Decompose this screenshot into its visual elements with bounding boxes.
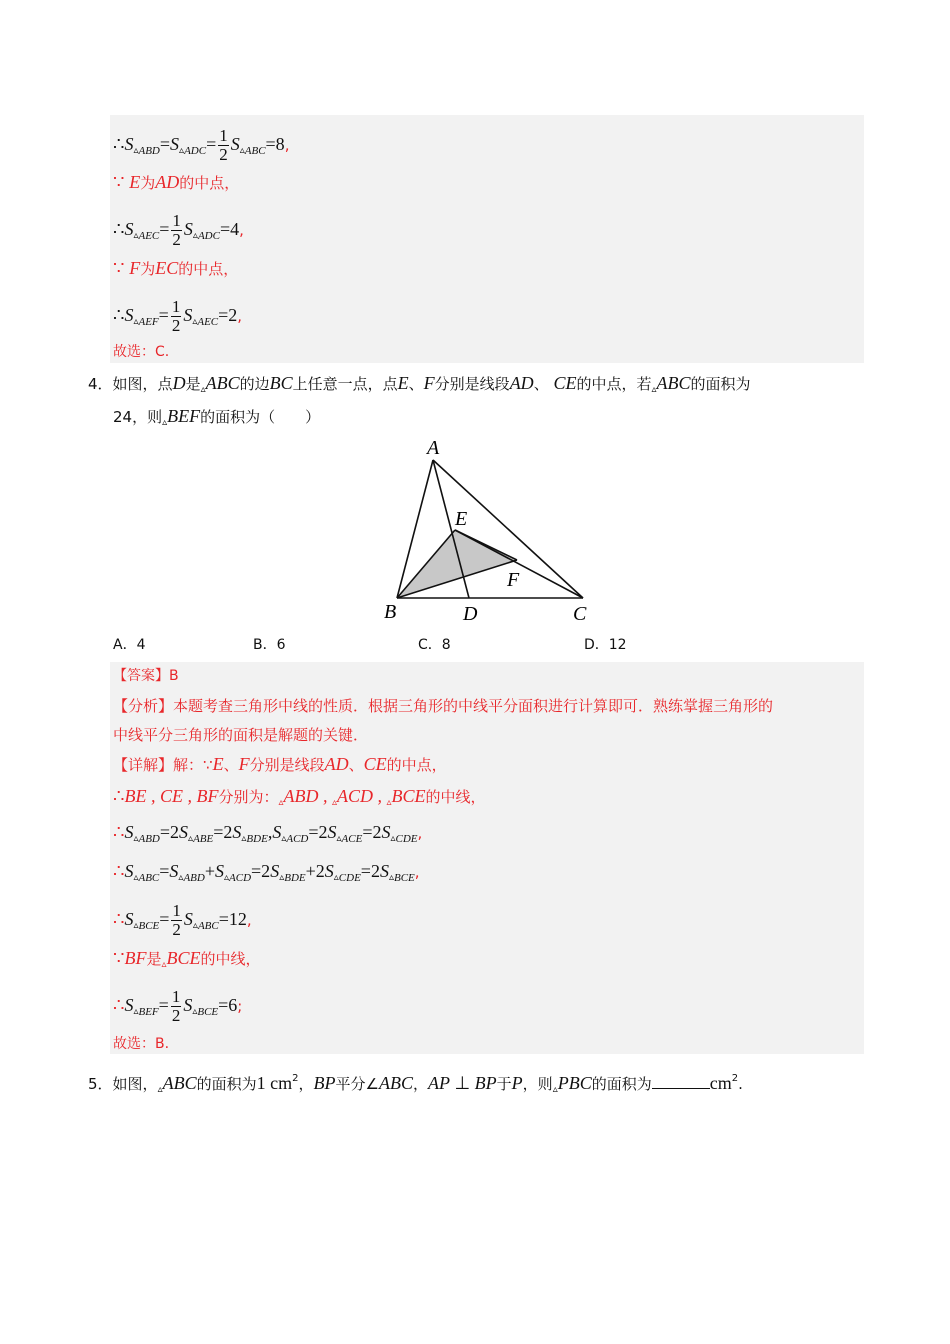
q4-detail-line-1: 【详解】解：∵E、F分别是线段AD、CE的中点， <box>113 754 447 774</box>
q4-detail-line-3: $\therefore S_{▵ABD}=2S_{▵ABE}=2S_{▵BDE},S_{▵ACD}=2S_{▵ACE}=2S_{▵CDE}$, <box>113 822 423 845</box>
label-f: F <box>507 569 520 591</box>
prev-solution-line-1: $\therefore S_{▵ABD}=S_{▵ADC}=$ $\frac{1}{2}$ $S_{▵ABC}=8$, <box>113 126 290 164</box>
prev-solution-line-4: ∵ F为EC的中点， <box>113 258 239 278</box>
label-c: C <box>573 603 587 625</box>
prev-solution-choice: 故选：C. <box>113 344 170 360</box>
option-a[interactable]: A．4 <box>113 637 146 653</box>
label-b: B <box>384 601 397 623</box>
q4-detail-line-6: ∵BF是$_▵$BCE的中线， <box>113 948 261 970</box>
q4-analysis-line-2: 中线平分三角形的面积是解题的关键． <box>113 726 369 744</box>
q4-text-line-1: 4．如图，点D是$_▵$ABC的边BC上任意一点，点E、F分别是线段AD、 CE的中点，若$_▵$ABC的面积为 <box>88 373 751 395</box>
triangle-figure <box>375 436 615 626</box>
prev-solution-line-5: $\therefore S_{▵AEF}=$ $\frac{1}{2}$ $S_{▵AEC}=2$, <box>113 297 243 335</box>
q4-choice: 故选：B. <box>113 1036 170 1052</box>
q4-answer: 【答案】B <box>113 668 179 684</box>
label-e: E <box>455 508 468 530</box>
label-d: D <box>463 603 478 625</box>
q4-text-line-2: 24，则$_▵$BEF的面积为（ ） <box>113 406 321 428</box>
option-b[interactable]: B．6 <box>253 637 286 653</box>
label-a: A <box>427 437 440 459</box>
q4-detail-line-4: $\therefore S_{▵ABC}=S_{▵ABD}+S_{▵ACD}=2S_{▵BDE}+2S_{▵CDE}=2S_{▵BCE}$, <box>113 861 420 884</box>
answer-blank[interactable] <box>652 1074 710 1089</box>
option-d[interactable]: D．12 <box>584 637 627 653</box>
q5-text: 5．如图，$_▵$ABC的面积为1 $cm^2$，BP平分∠ABC，AP ⊥ BP于P，则$_▵$PBC的面积为 $cm^2$. <box>88 1073 743 1095</box>
q4-detail-line-5: $\therefore S_{▵BCE}=$ $\frac{1}{2}$ $S_{▵ABC}=12$, <box>113 901 252 939</box>
q4-detail-line-2: ∴BE , CE , BF分别为：$_▵$ABD , $_▵$ACD , $_▵$BCE的中线， <box>113 786 486 808</box>
prev-solution-line-2: ∵ E为AD的中点， <box>113 172 240 192</box>
q4-detail-line-7: $\therefore S_{▵BEF}=$ $\frac{1}{2}$ $S_{▵BCE}=6$; <box>113 987 243 1025</box>
shaded-triangle-bef <box>397 530 517 598</box>
option-c[interactable]: C．8 <box>418 637 451 653</box>
prev-solution-line-3: $\therefore S_{▵AEC}=$ $\frac{1}{2}$ $S_{▵ADC}=4$, <box>113 211 244 249</box>
q4-analysis-line-1: 【分析】本题考查三角形中线的性质．根据三角形的中线平分面积进行计算即可．熟练掌握三角形的 <box>113 697 774 715</box>
